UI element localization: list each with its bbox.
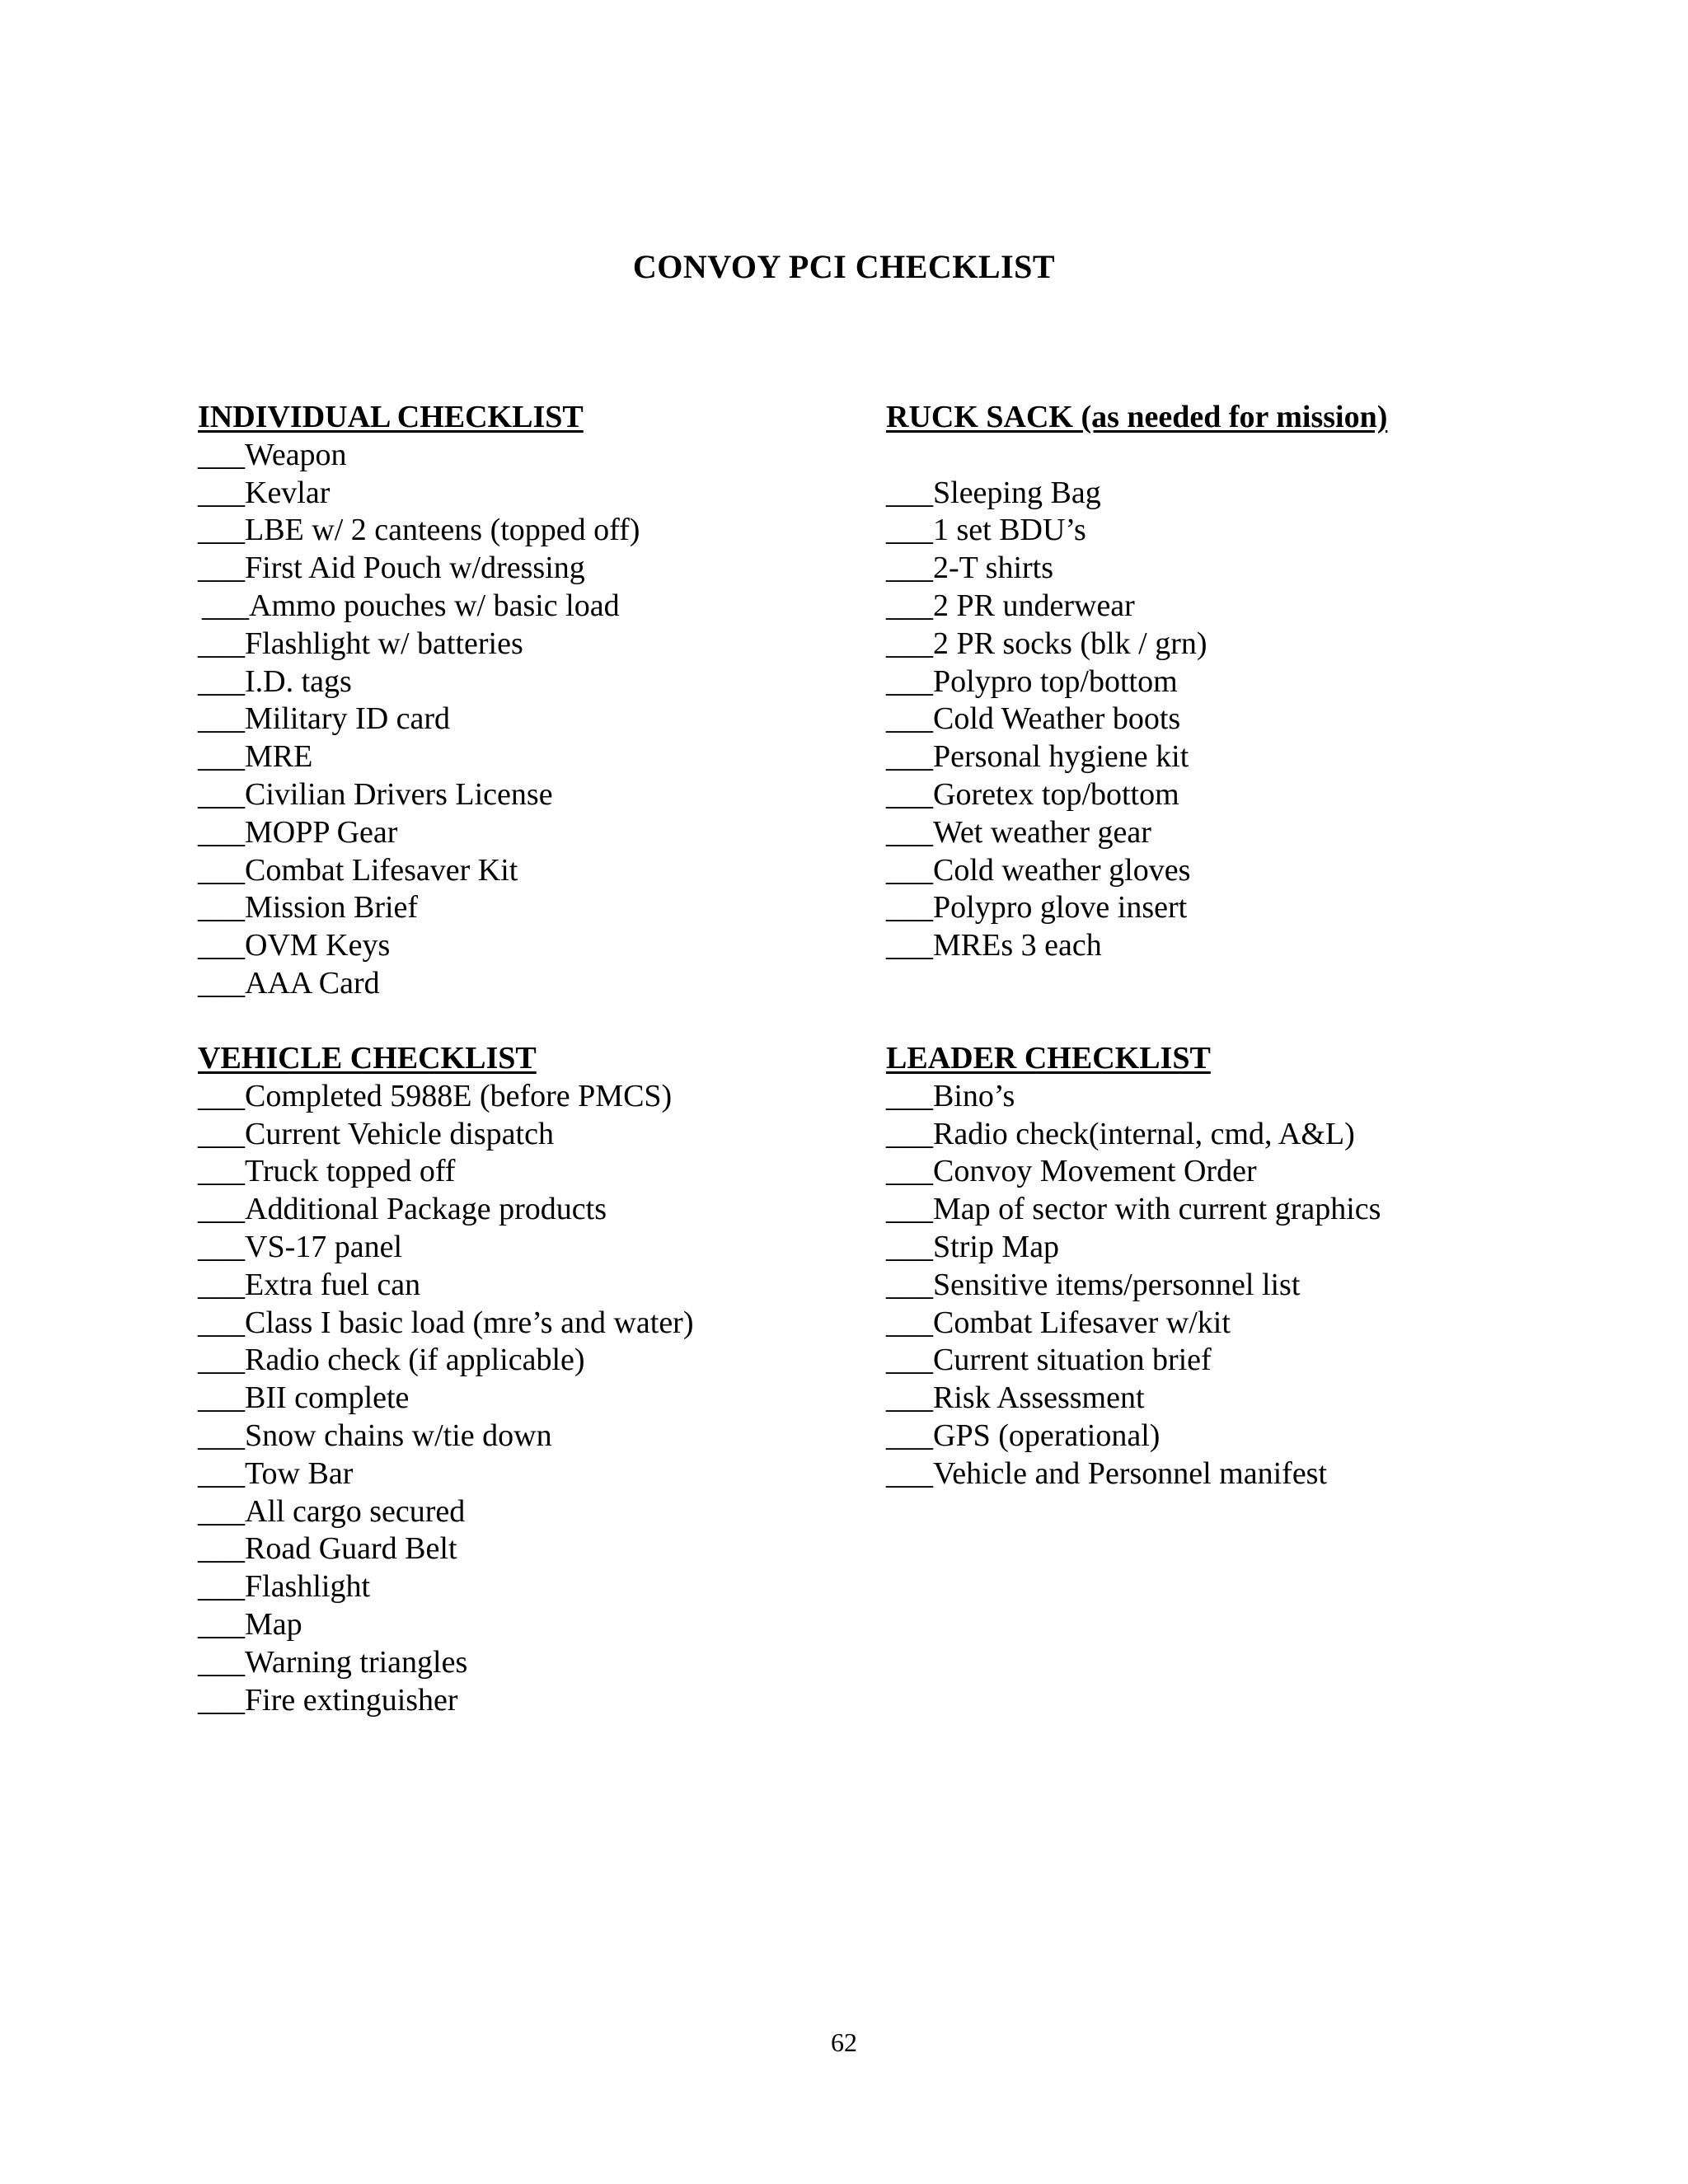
checklist-item bbox=[198, 738, 640, 776]
checkbox-blank[interactable]: ___ bbox=[198, 1267, 245, 1302]
item-label: Flashlight bbox=[245, 1569, 371, 1605]
page-title: CONVOY PCI CHECKLIST bbox=[632, 248, 1056, 285]
checkbox-blank[interactable]: ___ bbox=[198, 1531, 245, 1567]
checkbox-blank[interactable]: ___ bbox=[198, 1644, 245, 1680]
checklist-item bbox=[198, 1682, 694, 1720]
checkbox-blank[interactable]: ___ bbox=[198, 1606, 245, 1642]
checkbox-blank[interactable]: ___ bbox=[198, 1154, 245, 1189]
checkbox-blank[interactable]: ___ bbox=[886, 1116, 933, 1151]
checkbox-blank[interactable]: ___ bbox=[886, 626, 933, 661]
checklist-item bbox=[886, 588, 1387, 626]
checkbox-blank[interactable]: ___ bbox=[886, 1380, 933, 1416]
checklist-item bbox=[198, 1568, 694, 1606]
checklist-item bbox=[886, 1267, 1381, 1305]
checkbox-blank[interactable]: ___ bbox=[198, 965, 245, 1001]
checkbox-blank[interactable]: ___ bbox=[198, 1078, 245, 1113]
checklist-item bbox=[198, 1229, 694, 1267]
checkbox-blank[interactable]: ___ bbox=[886, 663, 933, 699]
item-label: Ammo pouches w/ basic load bbox=[249, 588, 620, 623]
item-label: MREs 3 each bbox=[933, 928, 1102, 963]
checkbox-blank[interactable]: ___ bbox=[198, 475, 245, 510]
checkbox-blank[interactable]: ___ bbox=[886, 890, 933, 926]
checklist-item bbox=[886, 1078, 1381, 1116]
checkbox-blank[interactable]: ___ bbox=[886, 852, 933, 888]
checklist-item bbox=[198, 1342, 694, 1380]
checkbox-blank[interactable]: ___ bbox=[198, 663, 245, 699]
checklist-item bbox=[886, 1153, 1381, 1191]
item-label: Current Vehicle dispatch bbox=[245, 1116, 554, 1151]
checkbox-blank[interactable]: ___ bbox=[886, 1078, 933, 1113]
checkbox-blank[interactable]: ___ bbox=[198, 1305, 245, 1340]
checkbox-blank[interactable]: ___ bbox=[198, 626, 245, 661]
checkbox-blank[interactable]: ___ bbox=[886, 1455, 933, 1491]
item-label: Risk Assessment bbox=[933, 1380, 1145, 1416]
checkbox-blank[interactable]: ___ bbox=[886, 1305, 933, 1340]
checklist-item bbox=[886, 475, 1387, 513]
checkbox-blank[interactable]: ___ bbox=[886, 928, 933, 963]
item-label: Cold weather gloves bbox=[933, 852, 1191, 888]
checkbox-blank[interactable]: ___ bbox=[198, 1682, 245, 1718]
item-label: Sensitive items/personnel list bbox=[933, 1267, 1301, 1302]
item-label: VS-17 panel bbox=[245, 1229, 403, 1264]
checklist-item bbox=[886, 1455, 1381, 1493]
checklist-item bbox=[198, 1191, 694, 1229]
item-label: Vehicle and Personnel manifest bbox=[933, 1455, 1328, 1491]
checkbox-blank[interactable]: ___ bbox=[198, 890, 245, 926]
leader-checklist-heading: LEADER CHECKLIST bbox=[886, 1041, 1211, 1076]
checkbox-blank[interactable]: ___ bbox=[198, 739, 245, 775]
individual-checklist-section bbox=[198, 399, 640, 1003]
checkbox-blank[interactable]: ___ bbox=[198, 814, 245, 850]
checklist-item bbox=[198, 1116, 694, 1154]
item-label: 2 PR socks (blk / grn) bbox=[933, 626, 1207, 661]
checkbox-blank[interactable]: ___ bbox=[886, 701, 933, 737]
checkbox-blank[interactable]: ___ bbox=[198, 1229, 245, 1264]
checklist-item bbox=[886, 1229, 1381, 1267]
item-label: Warning triangles bbox=[245, 1644, 468, 1680]
item-label: Map of sector with current graphics bbox=[933, 1192, 1381, 1227]
checkbox-blank[interactable]: ___ bbox=[198, 513, 245, 548]
checklist-item bbox=[198, 1530, 694, 1568]
item-label: Tow Bar bbox=[245, 1455, 354, 1491]
item-label: Additional Package products bbox=[245, 1192, 607, 1227]
checklist-item bbox=[198, 776, 640, 814]
checkbox-blank[interactable]: ___ bbox=[202, 588, 249, 623]
checkbox-blank[interactable]: ___ bbox=[886, 588, 933, 623]
checklist-item bbox=[198, 626, 640, 663]
checkbox-blank[interactable]: ___ bbox=[198, 1418, 245, 1453]
item-label: I.D. tags bbox=[245, 663, 352, 699]
item-label: Personal hygiene kit bbox=[933, 739, 1189, 775]
checklist-item bbox=[198, 475, 640, 513]
checklist-item bbox=[886, 738, 1387, 776]
item-label: First Aid Pouch w/dressing bbox=[245, 551, 585, 586]
checklist-item bbox=[198, 852, 640, 890]
checklist-item bbox=[198, 1606, 694, 1644]
item-label: 2 PR underwear bbox=[933, 588, 1135, 623]
leader-checklist-section bbox=[886, 1040, 1381, 1493]
checklist-item bbox=[886, 814, 1387, 852]
checkbox-blank[interactable]: ___ bbox=[198, 1569, 245, 1605]
individual-checklist-heading: INDIVIDUAL CHECKLIST bbox=[198, 400, 584, 434]
checklist-item bbox=[198, 588, 640, 626]
checklist-item bbox=[198, 927, 640, 965]
vehicle-checklist-section bbox=[198, 1040, 694, 1719]
checklist-item bbox=[886, 626, 1387, 663]
item-label: Truck topped off bbox=[245, 1154, 456, 1189]
checkbox-blank[interactable]: ___ bbox=[198, 701, 245, 737]
checkbox-blank[interactable]: ___ bbox=[886, 1154, 933, 1189]
checklist-item bbox=[198, 512, 640, 550]
spacer bbox=[886, 437, 1387, 475]
item-label: Convoy Movement Order bbox=[933, 1154, 1257, 1189]
checkbox-blank[interactable]: ___ bbox=[198, 852, 245, 888]
item-label: Road Guard Belt bbox=[245, 1531, 457, 1567]
checklist-item bbox=[198, 1418, 694, 1455]
item-label: Polypro glove insert bbox=[933, 890, 1188, 926]
checklist-item bbox=[198, 1644, 694, 1682]
item-label: OVM Keys bbox=[245, 928, 391, 963]
checklist-item bbox=[198, 663, 640, 701]
checklist-item bbox=[886, 1342, 1381, 1380]
item-label: Class I basic load (mre’s and water) bbox=[245, 1305, 694, 1340]
checkbox-blank[interactable]: ___ bbox=[886, 739, 933, 775]
item-label: Strip Map bbox=[933, 1229, 1060, 1264]
checklist-item bbox=[198, 1380, 694, 1418]
checkbox-blank[interactable]: ___ bbox=[886, 814, 933, 850]
checkbox-blank[interactable]: ___ bbox=[886, 776, 933, 812]
vehicle-checklist-heading: VEHICLE CHECKLIST bbox=[198, 1041, 537, 1076]
checklist-item bbox=[198, 1153, 694, 1191]
item-label: Weapon bbox=[245, 437, 347, 472]
checklist-item bbox=[886, 512, 1387, 550]
checklist-item bbox=[886, 927, 1387, 965]
checkbox-blank[interactable]: ___ bbox=[886, 551, 933, 586]
page-number: 62 bbox=[831, 2027, 857, 2057]
checklist-item bbox=[198, 1267, 694, 1305]
checklist-item bbox=[886, 852, 1387, 890]
checklist-item bbox=[886, 550, 1387, 588]
item-label: Military ID card bbox=[245, 701, 451, 737]
item-label: Goretex top/bottom bbox=[933, 776, 1179, 812]
item-label: Flashlight w/ batteries bbox=[245, 626, 523, 661]
item-label: MOPP Gear bbox=[245, 814, 398, 850]
checkbox-blank[interactable]: ___ bbox=[198, 1192, 245, 1227]
checklist-item bbox=[886, 1116, 1381, 1154]
checklist-item bbox=[198, 814, 640, 852]
item-label: LBE w/ 2 canteens (topped off) bbox=[245, 513, 640, 548]
checklist-item bbox=[198, 965, 640, 1003]
checkbox-blank[interactable]: ___ bbox=[886, 1229, 933, 1264]
item-label: Extra fuel can bbox=[245, 1267, 421, 1302]
item-label: Combat Lifesaver Kit bbox=[245, 852, 518, 888]
item-label: 2-T shirts bbox=[933, 551, 1054, 586]
checklist-item bbox=[198, 889, 640, 927]
checklist-item bbox=[886, 1418, 1381, 1455]
item-label: Sleeping Bag bbox=[933, 475, 1101, 510]
checklist-item bbox=[886, 1380, 1381, 1418]
item-label: Polypro top/bottom bbox=[933, 663, 1178, 699]
item-label: Radio check(internal, cmd, A&L) bbox=[933, 1116, 1355, 1151]
checkbox-blank[interactable]: ___ bbox=[198, 776, 245, 812]
item-label: BII complete bbox=[245, 1380, 410, 1416]
checkbox-blank[interactable]: ___ bbox=[198, 1380, 245, 1416]
item-label: Kevlar bbox=[245, 475, 331, 510]
item-label: Mission Brief bbox=[245, 890, 419, 926]
checklist-item bbox=[886, 889, 1387, 927]
checkbox-blank[interactable]: ___ bbox=[886, 1343, 933, 1378]
item-label: Civilian Drivers License bbox=[245, 776, 553, 812]
item-label: 1 set BDU’s bbox=[933, 513, 1086, 548]
checkbox-blank[interactable]: ___ bbox=[886, 513, 933, 548]
item-label: Snow chains w/tie down bbox=[245, 1418, 552, 1453]
item-label: Completed 5988E (before PMCS) bbox=[245, 1078, 673, 1113]
checklist-item bbox=[886, 1191, 1381, 1229]
item-label: All cargo secured bbox=[245, 1493, 466, 1529]
item-label: Fire extinguisher bbox=[245, 1682, 458, 1718]
checkbox-blank[interactable]: ___ bbox=[198, 1455, 245, 1491]
item-label: Map bbox=[245, 1606, 302, 1642]
rucksack-checklist-section bbox=[886, 399, 1387, 965]
rucksack-checklist-heading: RUCK SACK (as needed for mission) bbox=[886, 400, 1388, 434]
checklist-item bbox=[198, 1455, 694, 1493]
item-label: Current situation brief bbox=[933, 1343, 1212, 1378]
checkbox-blank[interactable]: ___ bbox=[886, 475, 933, 510]
checklist-item bbox=[886, 663, 1387, 701]
checklist-item bbox=[886, 701, 1387, 738]
item-label: AAA Card bbox=[245, 965, 380, 1001]
checkbox-blank[interactable]: ___ bbox=[886, 1418, 933, 1453]
checkbox-blank[interactable]: ___ bbox=[886, 1267, 933, 1302]
checklist-item bbox=[886, 776, 1387, 814]
item-label: MRE bbox=[245, 739, 313, 775]
checklist-item bbox=[198, 1305, 694, 1343]
checklist-item bbox=[198, 701, 640, 738]
checklist-item bbox=[198, 1078, 694, 1116]
item-label: Bino’s bbox=[933, 1078, 1015, 1113]
item-label: GPS (operational) bbox=[933, 1418, 1160, 1453]
checkbox-blank[interactable]: ___ bbox=[198, 1493, 245, 1529]
item-label: Combat Lifesaver w/kit bbox=[933, 1305, 1231, 1340]
item-label: Wet weather gear bbox=[933, 814, 1151, 850]
checkbox-blank[interactable]: ___ bbox=[198, 551, 245, 586]
checkbox-blank[interactable]: ___ bbox=[886, 1192, 933, 1227]
checklist-item bbox=[886, 1305, 1381, 1343]
checkbox-blank[interactable]: ___ bbox=[198, 437, 245, 472]
checkbox-blank[interactable]: ___ bbox=[198, 1116, 245, 1151]
checkbox-blank[interactable]: ___ bbox=[198, 928, 245, 963]
item-label: Radio check (if applicable) bbox=[245, 1343, 585, 1378]
item-label: Cold Weather boots bbox=[933, 701, 1181, 737]
checklist-item bbox=[198, 1493, 694, 1531]
checkbox-blank[interactable]: ___ bbox=[198, 1343, 245, 1378]
checklist-item bbox=[198, 550, 640, 588]
checklist-item bbox=[198, 437, 640, 475]
